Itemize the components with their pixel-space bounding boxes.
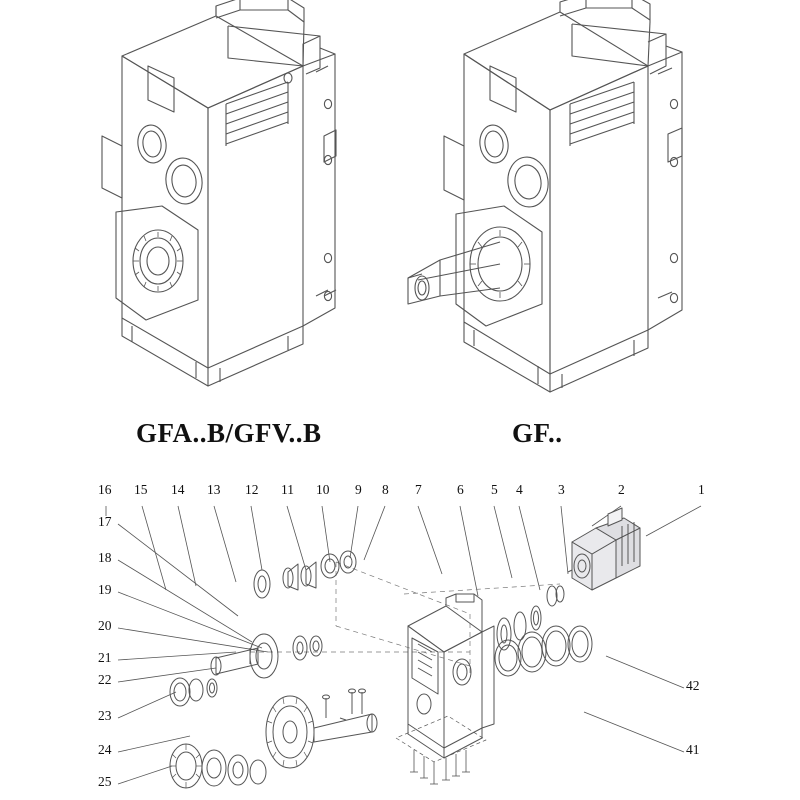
exploded-parts-diagram [0, 466, 800, 800]
callout-7: 7 [415, 482, 422, 497]
callout-12: 12 [245, 482, 259, 497]
callout-21: 21 [98, 650, 112, 665]
callout-1: 1 [698, 482, 705, 497]
callout-19: 19 [98, 582, 112, 597]
callout-13: 13 [207, 482, 221, 497]
callout-23: 23 [98, 708, 112, 723]
callout-14: 14 [171, 482, 185, 497]
caption-right-model: GF.. [512, 418, 563, 448]
callout-2: 2 [618, 482, 625, 497]
callout-3: 3 [558, 482, 565, 497]
callout-8: 8 [382, 482, 389, 497]
callout-41: 41 [686, 742, 700, 757]
exploded-parts-artwork [0, 466, 800, 800]
callout-42: 42 [686, 678, 700, 693]
callout-16: 16 [98, 482, 112, 497]
callout-5: 5 [491, 482, 498, 497]
callout-11: 11 [281, 482, 294, 497]
callout-25: 25 [98, 774, 112, 789]
callout-6: 6 [457, 482, 464, 497]
callout-9: 9 [355, 482, 362, 497]
callout-15: 15 [134, 482, 148, 497]
callout-22: 22 [98, 672, 112, 687]
callout-10: 10 [316, 482, 330, 497]
callout-20: 20 [98, 618, 112, 633]
caption-left-model: GFA..B/GFV..B [136, 418, 322, 448]
callout-4: 4 [516, 482, 523, 497]
right-gearbox-outline-view [400, 0, 730, 402]
callout-24: 24 [98, 742, 112, 757]
left-gearbox-outline-view [88, 0, 388, 396]
callout-17: 17 [98, 514, 112, 529]
callout-18: 18 [98, 550, 112, 565]
